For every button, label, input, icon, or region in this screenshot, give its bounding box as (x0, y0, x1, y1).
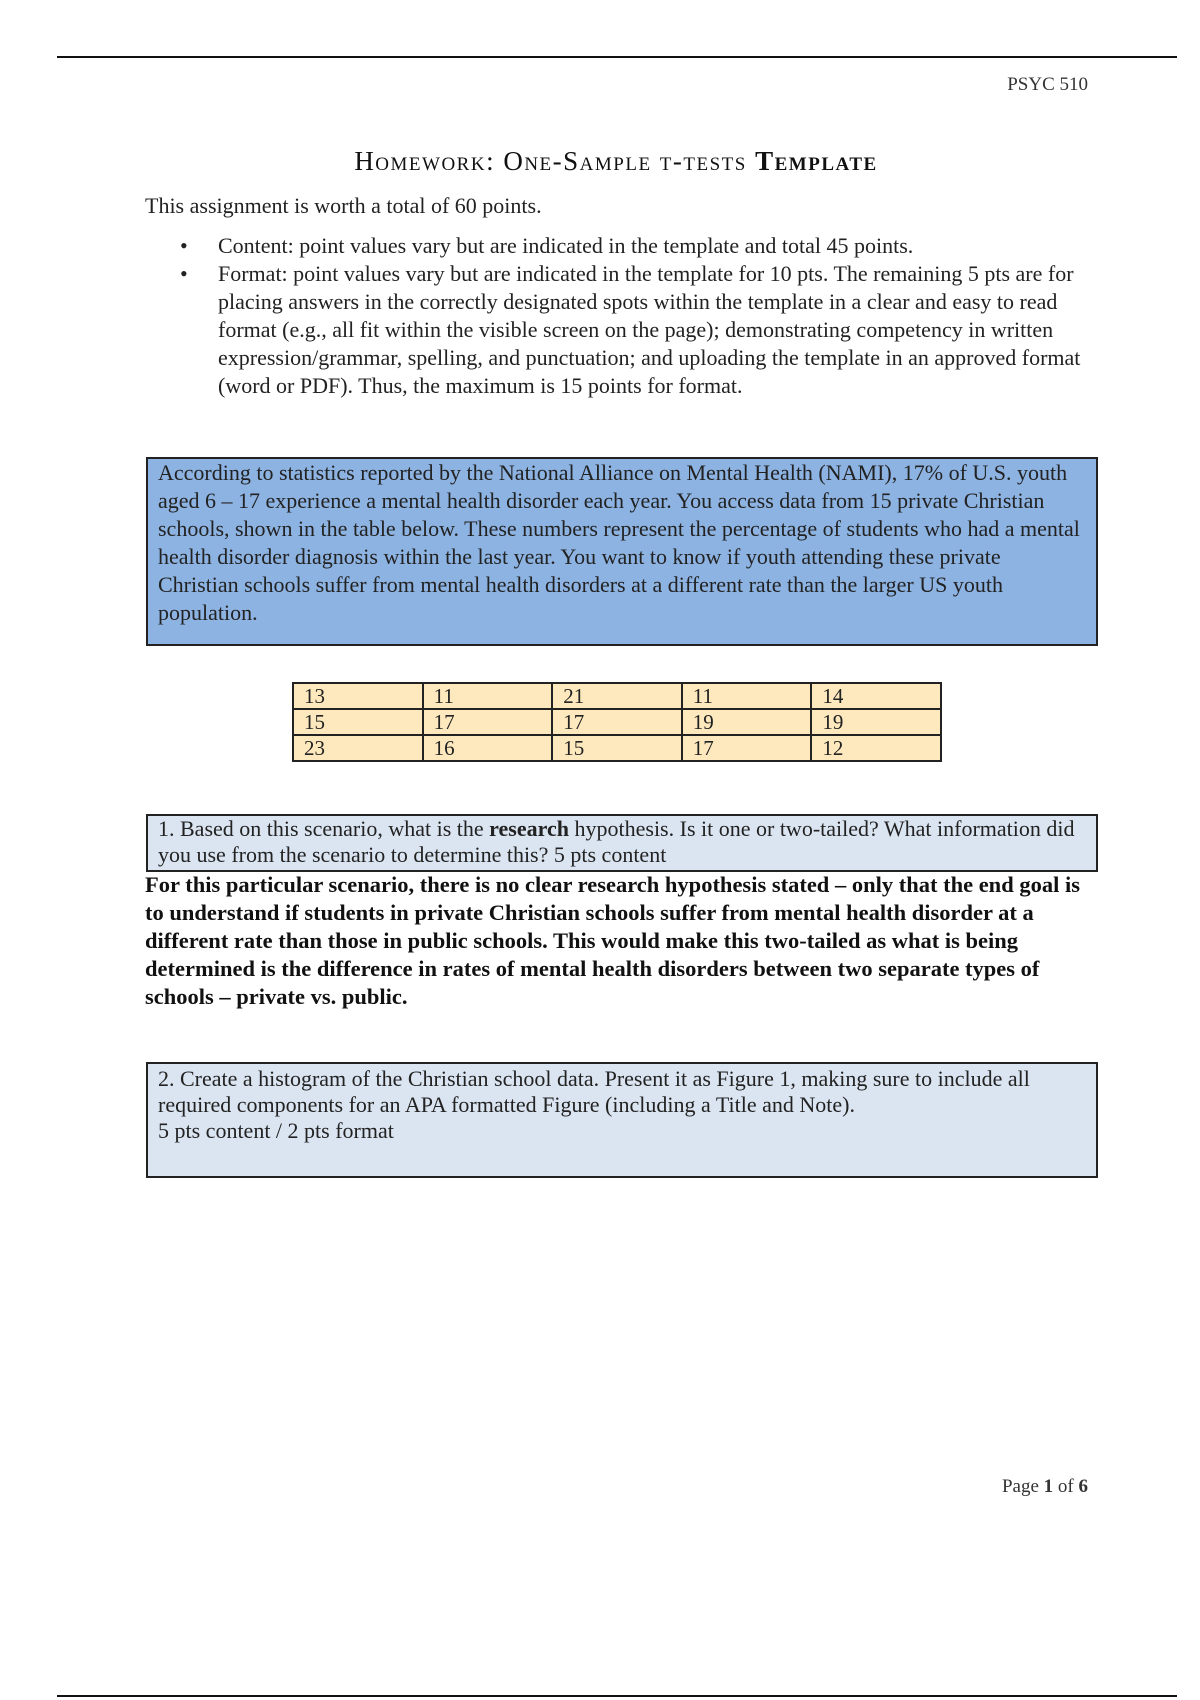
bullet-format: • Format: point values vary but are indicated in the template for 10 pts. The remaining 5 pts are for placing answers in the correctly designated spots within the template in a clear and easy to read format (e.g., all fit within the visible screen on the page); demonstrating competency in written expression/grammar, spelling, and punctuation; and uploading the template in an approved format (word or PDF). Thus, the maximum is 15 points for format. (145, 260, 1090, 400)
table-cell: 17 (552, 709, 682, 735)
table-cell: 17 (423, 709, 553, 735)
footer-rule (57, 1695, 1177, 1697)
question-1-box (146, 814, 1098, 872)
page-total: 6 (1078, 1476, 1088, 1497)
question-1-emphasis: research (489, 816, 569, 841)
page-title (0, 146, 1200, 177)
intro-text: This assignment is worth a total of 60 points. (145, 193, 542, 218)
table-cell: 19 (682, 709, 812, 735)
answer-1-text[interactable]: For this particular scenario, there is no clear research hypothesis stated – only that the end goal is to understand if students in private Christian schools suffer from mental health disorder at a different rate than those in public schools. This would make this two-tailed as what is being determined is the difference in rates of mental health disorders between two separate types of schools – private vs. public. (145, 872, 1080, 1009)
scenario-box (146, 457, 1098, 646)
table-cell: 14 (811, 683, 941, 709)
data-table (292, 682, 942, 762)
course-code: PSYC 510 (1007, 74, 1088, 95)
question-2-points: 5 pts content / 2 pts format (158, 1118, 394, 1143)
table-cell: 19 (811, 709, 941, 735)
scenario-text: According to statistics reported by the National Alliance on Mental Health (NAMI), 17% of U.S. youth aged 6 – 17 experience a mental health disorder each year. You access data from 15 private Christian schools, shown in the table below. These numbers represent the percentage of students who had a mental health disorder diagnosis within the last year. You want to know if youth attending these private Christian schools suffer from mental health disorders at a different rate than the larger US youth population. (158, 460, 1080, 625)
page-label: Page (1001, 1476, 1039, 1497)
page-of: of (1057, 1476, 1074, 1497)
table-cell: 16 (423, 735, 553, 761)
table-cell: 11 (423, 683, 553, 709)
table-row (293, 735, 941, 761)
grading-bullets (145, 232, 1090, 400)
question-2-prompt: 2. Create a histogram of the Christian school data. Present it as Figure 1, making sure to include all required components for an APA formatted Figure (including a Title and Note). (158, 1066, 1030, 1117)
table-cell: 21 (552, 683, 682, 709)
table-row (293, 709, 941, 735)
table-cell: 11 (682, 683, 812, 709)
table-cell: 17 (682, 735, 812, 761)
table-cell: 15 (293, 709, 423, 735)
table-cell: 12 (811, 735, 941, 761)
question-1-prefix: 1. Based on this scenario, what is the (158, 816, 490, 841)
page-number (1002, 1476, 1088, 1498)
table-cell: 13 (293, 683, 423, 709)
bullet-content: • Content: point values vary but are indicated in the template and total 45 points. (145, 232, 1090, 260)
question-1-suffix: hypothesis. Is it one or two-tailed? What information did you use from the scenario to determine this? 5 pts content (158, 816, 1075, 867)
table-row (293, 683, 941, 709)
page-current: 1 (1043, 1476, 1054, 1497)
question-2-box (146, 1062, 1098, 1178)
title-main: Homework: One-Sample t-tests (354, 146, 747, 176)
table-cell: 23 (293, 735, 423, 761)
header-rule (57, 56, 1177, 58)
table-cell: 15 (552, 735, 682, 761)
title-suffix: Template (755, 146, 878, 176)
